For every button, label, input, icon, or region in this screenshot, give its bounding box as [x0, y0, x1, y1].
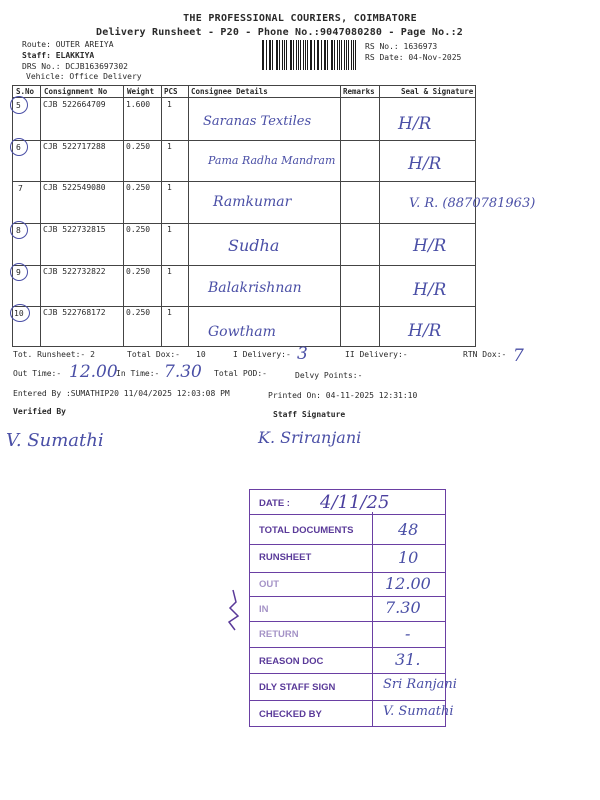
row-consignment: CJB 522732815	[43, 225, 106, 234]
stamp-label-reason-doc: REASON DOC	[259, 656, 324, 667]
row-pcs: 1	[167, 183, 172, 192]
i-delivery-label: I Delivery:-	[233, 350, 291, 359]
row-seal-signature: H/R	[413, 280, 447, 300]
delvy-points-label: Delvy Points:-	[295, 371, 363, 380]
row-pcs: 1	[167, 225, 172, 234]
row-seal-signature: H/R	[398, 114, 432, 134]
row-weight: 0.250	[126, 183, 151, 192]
row-consignee-signature: Saranas Textiles	[203, 114, 312, 129]
runsheet-title: Delivery Runsheet - P20 - Phone No.:9047080280 - Page No.:2	[96, 27, 464, 38]
ii-delivery-label: II Delivery:-	[345, 350, 408, 359]
row-consignee-signature: Sudha	[228, 236, 280, 255]
stamp-value-dly-staff-sign: Sri Ranjani	[383, 677, 457, 692]
entered-by: Entered By :SUMATHIP20 11/04/2025 12:03:08 PM	[13, 389, 230, 398]
barcode	[262, 40, 358, 70]
row-consignment: CJB 522732822	[43, 267, 106, 276]
i-delivery-value: 3	[297, 344, 308, 364]
col-remarks: Remarks	[343, 87, 375, 96]
total-dox-label: Total Dox:-	[127, 350, 180, 359]
col-consignee: Consignee Details	[191, 87, 268, 96]
delivery-stamp	[249, 489, 457, 727]
out-time-value: 12.00	[69, 362, 118, 382]
col-pcs: PCS	[164, 87, 178, 96]
row-weight: 0.250	[126, 308, 151, 317]
row-consignment: CJB 522549080	[43, 183, 106, 192]
verifier-signature: V. Sumathi	[6, 430, 104, 451]
row-pcs: 1	[167, 308, 172, 317]
in-time-label: In Time:-	[116, 369, 160, 378]
stamp-label-checked-by: CHECKED BY	[259, 709, 322, 720]
row-seal-signature: H/R	[413, 236, 447, 256]
row-sno: 5	[16, 101, 21, 110]
rtn-dox-label: RTN Dox:-	[463, 350, 507, 359]
pen-scribble-mark	[224, 588, 242, 632]
col-consignment: Consignment No	[44, 87, 108, 96]
row-consignee-signature: Ramkumar	[213, 194, 292, 210]
row-seal-signature: V. R. (8870781963)	[409, 196, 536, 211]
col-seal: Seal & Signature	[401, 87, 474, 96]
stamp-value-reason-doc: 31.	[395, 650, 421, 669]
row-seal-signature: H/R	[408, 154, 442, 174]
stamp-date-label: DATE :	[259, 498, 290, 509]
row-sno: 8	[16, 226, 21, 235]
staff-signature-label: Staff Signature	[273, 410, 346, 419]
col-sno: S.No	[16, 87, 35, 96]
stamp-value-checked-by: V. Sumathi	[383, 704, 454, 719]
vehicle-label: Vehicle: Office Delivery	[26, 72, 142, 81]
stamp-value-in: 7.30	[385, 598, 421, 617]
row-pcs: 1	[167, 267, 172, 276]
stamp-label-dly-staff-sign: DLY STAFF SIGN	[259, 682, 336, 693]
col-weight: Weight	[127, 87, 155, 96]
row-consignee-signature: Gowtham	[208, 324, 276, 340]
drs-number: DRS No.: DCJB163697302	[22, 62, 128, 71]
row-consignee-signature: Balakrishnan	[208, 280, 302, 296]
rs-number: RS No.: 1636973	[365, 42, 438, 51]
row-sno: 9	[16, 268, 21, 277]
row-weight: 0.250	[126, 267, 151, 276]
runsheet-table	[12, 85, 536, 347]
total-dox-value: 10	[196, 350, 206, 359]
row-weight: 0.250	[126, 142, 151, 151]
stamp-label-return: RETURN	[259, 629, 299, 640]
printed-on: Printed On: 04-11-2025 12:31:10	[268, 391, 418, 400]
row-weight: 1.600	[126, 100, 151, 109]
row-seal-signature: H/R	[408, 321, 442, 341]
staff-label: Staff: ELAKKIYA	[22, 51, 95, 60]
stamp-value-runsheet: 10	[398, 548, 419, 567]
stamp-value-total-docs: 48	[398, 520, 419, 539]
row-weight: 0.250	[126, 225, 151, 234]
row-consignment: CJB 522664709	[43, 100, 106, 109]
verified-by-label: Verified By	[13, 407, 66, 416]
row-sno: 7	[18, 184, 23, 193]
staff-signature: K. Sriranjani	[258, 428, 362, 447]
stamp-label-in: IN	[259, 604, 269, 615]
stamp-date-value: 4/11/25	[320, 492, 390, 513]
route-label: Route: OUTER AREIYA	[22, 40, 114, 49]
stamp-label-runsheet: RUNSHEET	[259, 552, 312, 563]
stamp-label-out: OUT	[259, 579, 280, 590]
stamp-value-out: 12.00	[385, 574, 431, 593]
row-pcs: 1	[167, 100, 172, 109]
row-consignment: CJB 522768172	[43, 308, 106, 317]
row-consignment: CJB 522717288	[43, 142, 106, 151]
row-pcs: 1	[167, 142, 172, 151]
tot-runsheet: Tot. Runsheet:- 2	[13, 350, 95, 359]
stamp-value-return: -	[405, 624, 411, 643]
total-pod-label: Total POD:-	[214, 369, 267, 378]
row-sno: 10	[14, 309, 24, 318]
company-name: THE PROFESSIONAL COURIERS, COIMBATORE	[183, 13, 417, 24]
out-time-label: Out Time:-	[13, 369, 62, 378]
stamp-label-total-docs: TOTAL DOCUMENTS	[259, 525, 354, 536]
rs-date: RS Date: 04-Nov-2025	[365, 53, 462, 62]
in-time-value: 7.30	[164, 362, 202, 382]
row-consignee-signature: Pama Radha Mandram	[208, 154, 336, 167]
row-sno: 6	[16, 143, 21, 152]
rtn-dox-value: 7	[513, 346, 524, 366]
